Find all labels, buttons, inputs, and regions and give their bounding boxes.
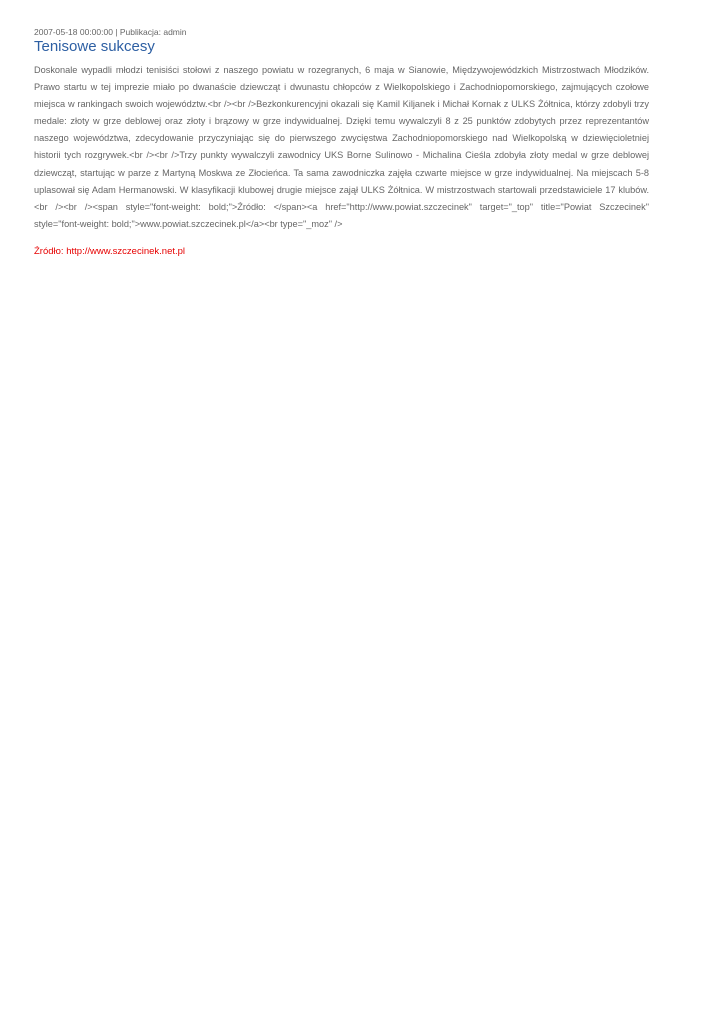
- source-label: Źródło:: [34, 245, 67, 257]
- author-label: Publikacja: admin: [119, 27, 187, 37]
- article: [34, 26, 649, 259]
- article-title: Tenisowe sukcesy: [34, 38, 155, 55]
- article-meta: [34, 26, 649, 38]
- meta-separator: |: [112, 27, 120, 37]
- publish-date: 2007-05-18 00:00:00: [34, 27, 113, 37]
- source-line: [34, 245, 649, 259]
- article-body: Doskonale wypadli młodzi tenisiści stołowi z naszego powiatu w rozegranych, 6 maja w Sianowie, Międzywojewódzkich Mistrzostwach Młodzików. Prawo startu w tej imprezie miało po dwanaście dziewcząt i dwunastu chłopców z Wielkopolskiego i Zachodniopomorskiego, zajmujących czołowe miejsca w rankingach swoich województw.<br /><br />Bezkonkurencyjni okazali się Kamil Kiljanek i Michał Kornak z ULKS Żółtnica, którzy zdobyli trzy medale: złoty w grze deblowej oraz złoty i brązowy w grze indywidualnej. Dzięki temu wywalczyli 8 z 25 punktów zdobytych przez reprezentantów naszego województwa, zdecydowanie przyczyniając się do pierwszego zwycięstwa Zachodniopomorskiego nad Wielkopolską w dziewięcioletniej historii tych rozgrywek.<br /><br />Trzy punkty wywalczyli zawodnicy UKS Borne Sulinowo - Michalina Cieśla zdobyła złoty medal w grze deblowej dziewcząt, startując w parze z Martyną Moskwa ze Złocieńca. Ta sama zawodniczka zajęła czwarte miejsce w grze indywidualnej. Na miejscach 5-8 uplasował się Adam Hermanowski. W klasyfikacji klubowej drugie miejsce zajął ULKS Żółtnica. W mistrzostwach startowali przedstawiciele 17 klubów.<br /><br /><span style="font-weight: bold;">Źródło: </span><a href="http://www.powiat.szczecinek" target="_top" title="Powiat Szczecinek" style="font-weight: bold;">www.powiat.szczecinek.pl</a><br type="_moz" />: [34, 65, 649, 229]
- source-link[interactable]: http://www.szczecinek.net.pl: [66, 245, 186, 257]
